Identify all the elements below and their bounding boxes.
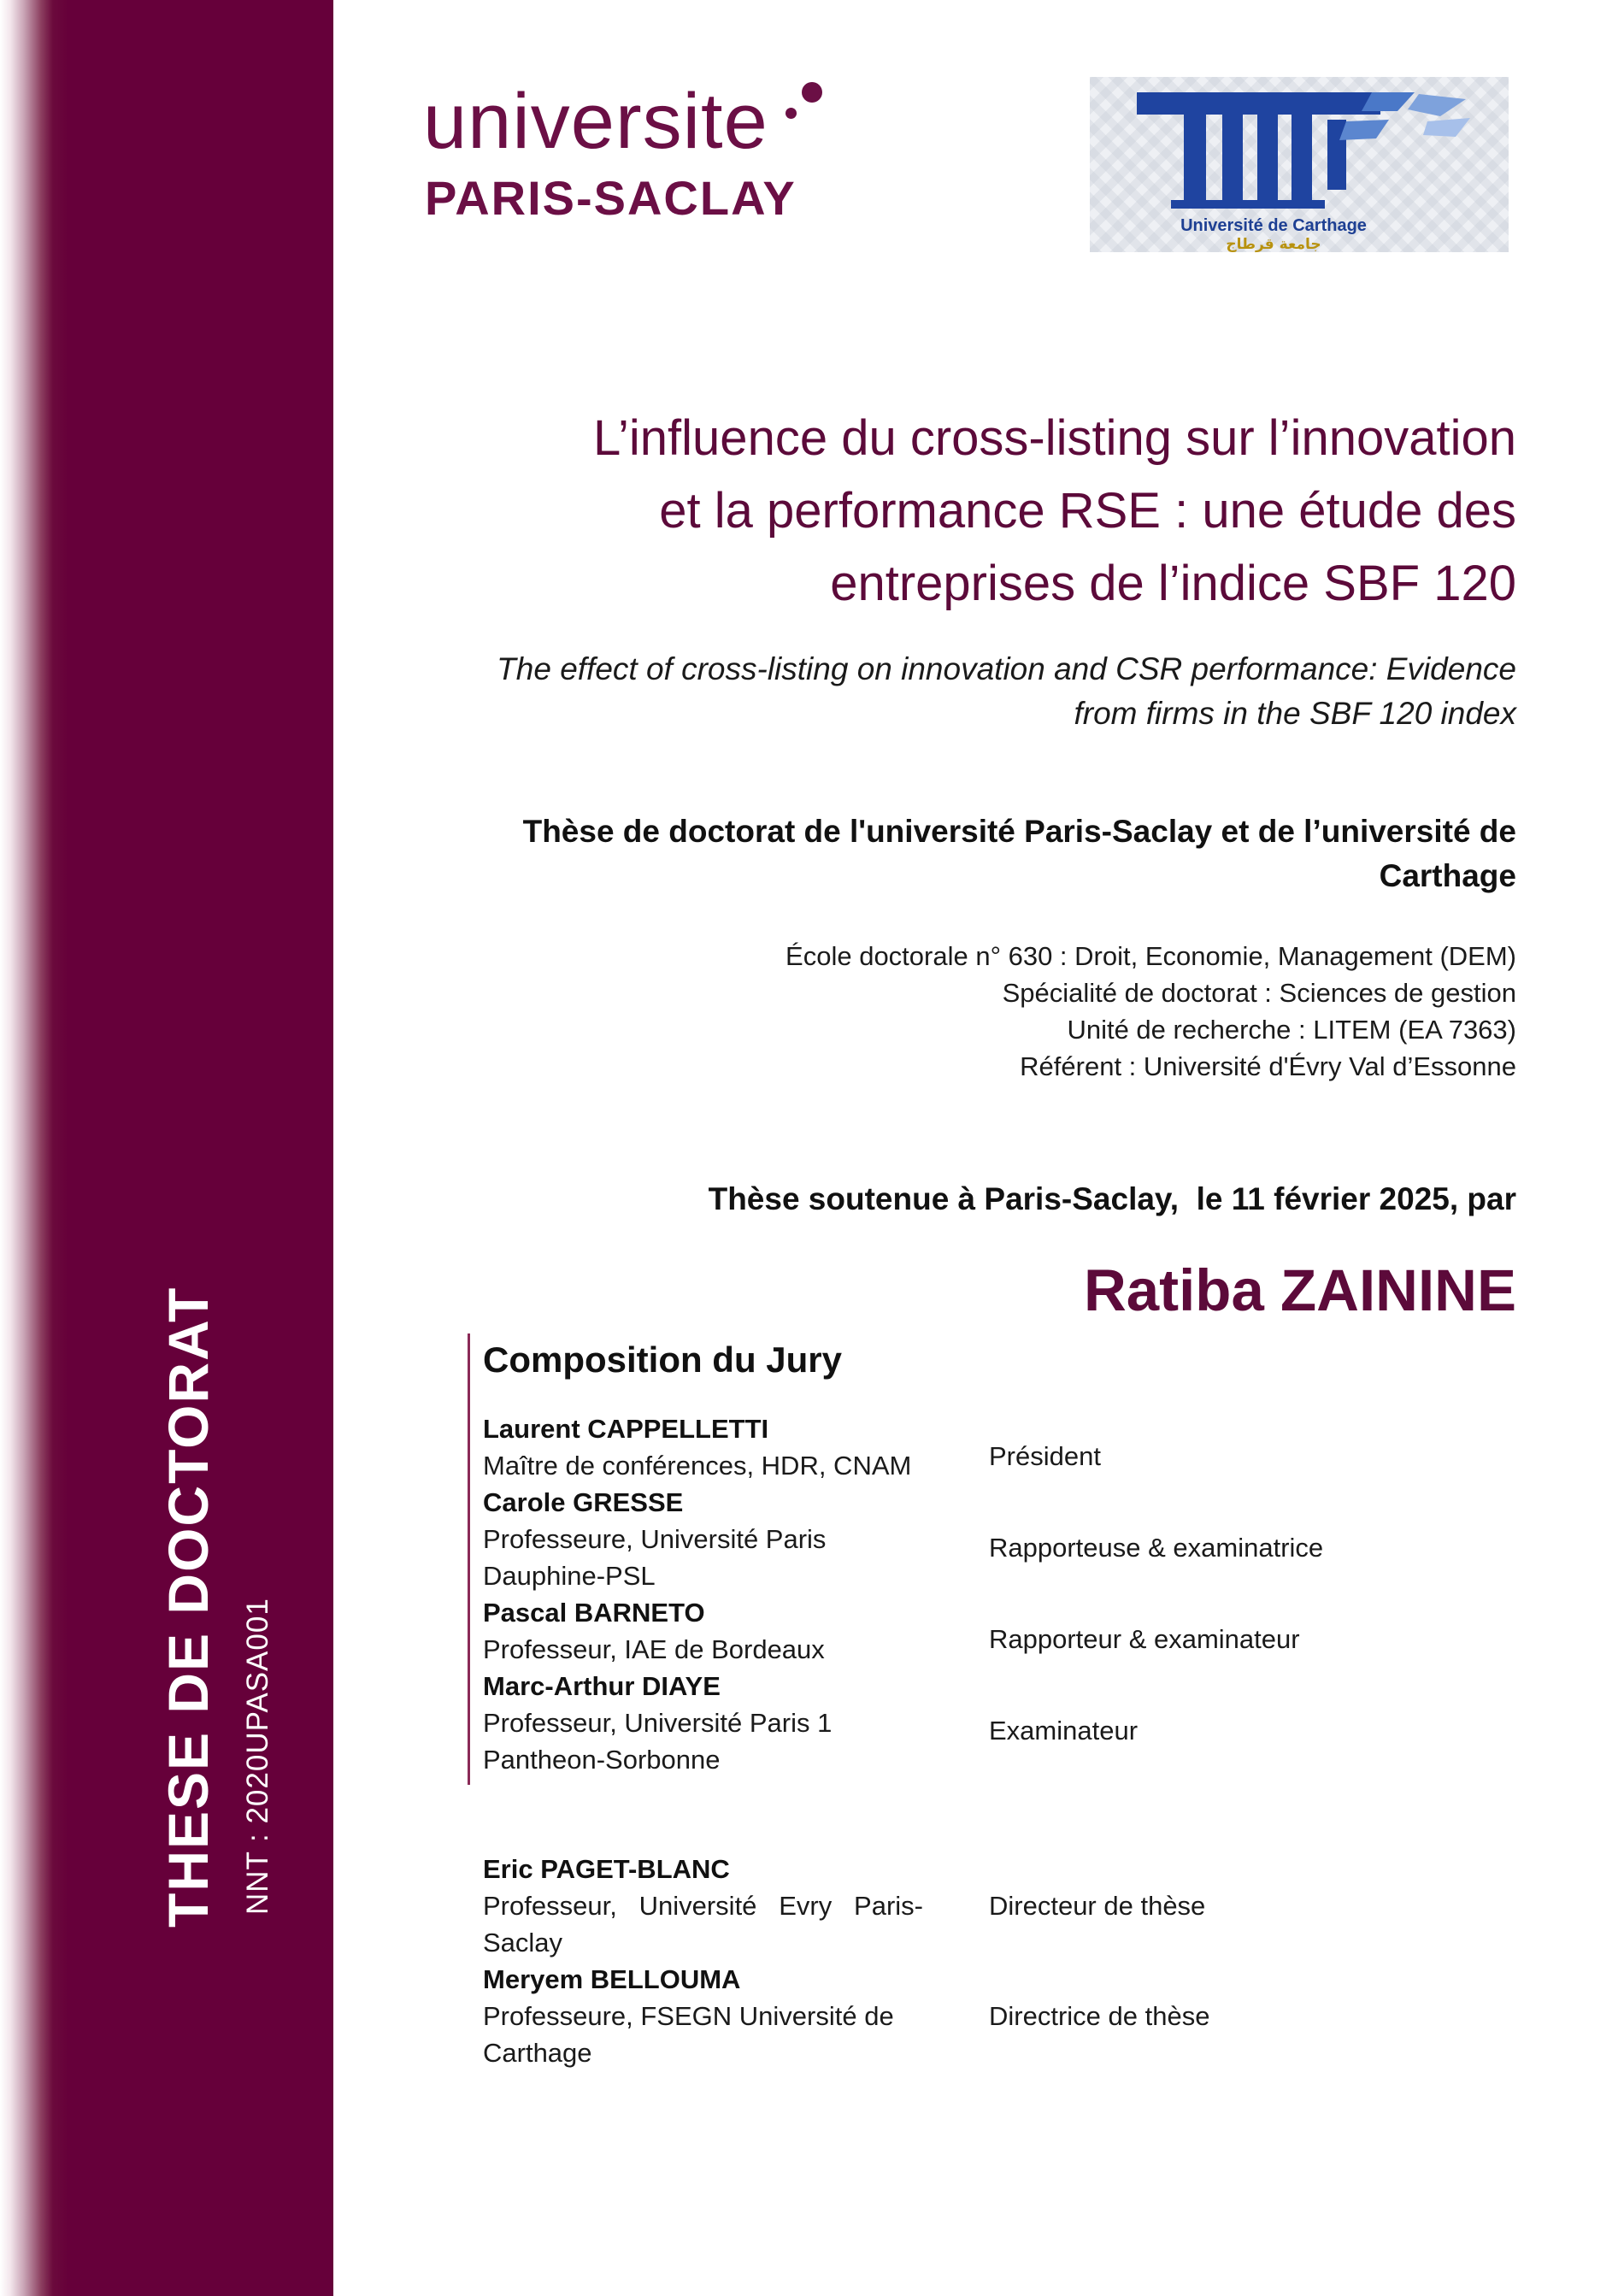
jury-member	[483, 1594, 923, 1668]
jury-member	[483, 1410, 923, 1484]
thesis-title-french	[439, 402, 1516, 620]
jury-member-affiliation: Pantheon-Sorbonne	[483, 1745, 721, 1775]
statement-line: Thèse de doctorat de l'université Paris-Saclay et de l’université de	[522, 814, 1516, 849]
jury-member-role: Rapporteur & examinateur	[989, 1624, 1300, 1654]
jury-member-name: Marc-Arthur DIAYE	[483, 1671, 721, 1701]
jury-heading: Composition du Jury	[483, 1339, 842, 1380]
title-line: from firms in the SBF 120 index	[1074, 696, 1516, 731]
thesis-title-english	[439, 647, 1516, 736]
jury-member-affiliation: Maître de conférences, HDR, CNAM	[483, 1451, 912, 1481]
carthage-name-fr: Université de Carthage	[1180, 216, 1367, 235]
title-line: L’influence du cross-listing sur l’innovation	[592, 410, 1516, 466]
title-line: entreprises de l’indice SBF 120	[830, 556, 1516, 611]
jury-member	[483, 1484, 923, 1594]
jury-member-name: Pascal BARNETO	[483, 1598, 705, 1628]
jury-member-affiliation: Professeur, Université Paris 1	[483, 1708, 833, 1738]
logo-subtitle: PARIS-SACLAY	[425, 171, 797, 225]
supervisor-name: Meryem BELLOUMA	[483, 1964, 741, 1994]
doctoral-specialty: Spécialité de doctorat : Sciences de gestion	[1002, 978, 1516, 1008]
thesis-supervisor	[483, 1851, 923, 1961]
universite-de-carthage-logo	[1090, 77, 1509, 252]
carthage-name-ar: جامعة قرطاج	[1226, 236, 1321, 253]
logo-dot-small	[786, 108, 797, 119]
title-line: et la performance RSE : une étude des	[659, 483, 1516, 539]
logo-dot	[802, 82, 822, 103]
jury-member-affiliation: Dauphine-PSL	[483, 1561, 656, 1591]
supervisor-role: Directrice de thèse	[989, 2001, 1210, 2031]
jury-member-role: Président	[989, 1441, 1101, 1471]
supervisor-role: Directeur de thèse	[989, 1891, 1206, 1921]
defense-statement: Thèse soutenue à Paris-Saclay, le 11 février 2025, par	[708, 1181, 1516, 1216]
supervisor-name: Eric PAGET-BLANC	[483, 1854, 730, 1884]
doctoral-school: École doctorale n° 630 : Droit, Economie, Management (DEM)	[786, 941, 1516, 971]
supervisor-affiliation: Saclay	[483, 1928, 563, 1957]
thesis-supervisor	[483, 1961, 923, 2071]
doctoral-info	[439, 938, 1516, 1085]
jury-member-role: Rapporteuse & examinatrice	[989, 1533, 1324, 1563]
research-unit: Unité de recherche : LITEM (EA 7363)	[1067, 1015, 1516, 1045]
universite-paris-saclay-logo	[423, 79, 833, 233]
jury-member-role: Examinateur	[989, 1716, 1139, 1746]
jury-divider	[468, 1333, 470, 1785]
supervisor-affiliation: Professeure, FSEGN Université de	[483, 2001, 894, 2031]
thesis-type-vertical-title: THESE DE DOCTORAT	[156, 1286, 220, 1928]
nnt-number: NNT : 2020UPASA001	[241, 1598, 274, 1915]
statement-line: Carthage	[1379, 858, 1516, 893]
referent: Référent : Université d'Évry Val d’Essonne	[1020, 1051, 1516, 1081]
logo-wordmark: universite	[423, 78, 768, 165]
thesis-statement	[439, 809, 1516, 898]
jury-member-name: Laurent CAPPELLETTI	[483, 1414, 769, 1444]
side-band	[0, 0, 333, 2296]
supervisor-affiliation: Professeur, Université Evry Paris-	[483, 1891, 923, 1921]
title-line: The effect of cross-listing on innovation and CSR performance: Evidence	[497, 651, 1516, 686]
jury-member	[483, 1668, 923, 1778]
jury-member-affiliation: Professeur, IAE de Bordeaux	[483, 1634, 825, 1664]
author-name: Ratiba ZAININE	[1083, 1257, 1516, 1323]
jury-member-name: Carole GRESSE	[483, 1487, 684, 1517]
supervisor-affiliation: Carthage	[483, 2038, 592, 2068]
jury-member-affiliation: Professeure, Université Paris	[483, 1524, 827, 1554]
